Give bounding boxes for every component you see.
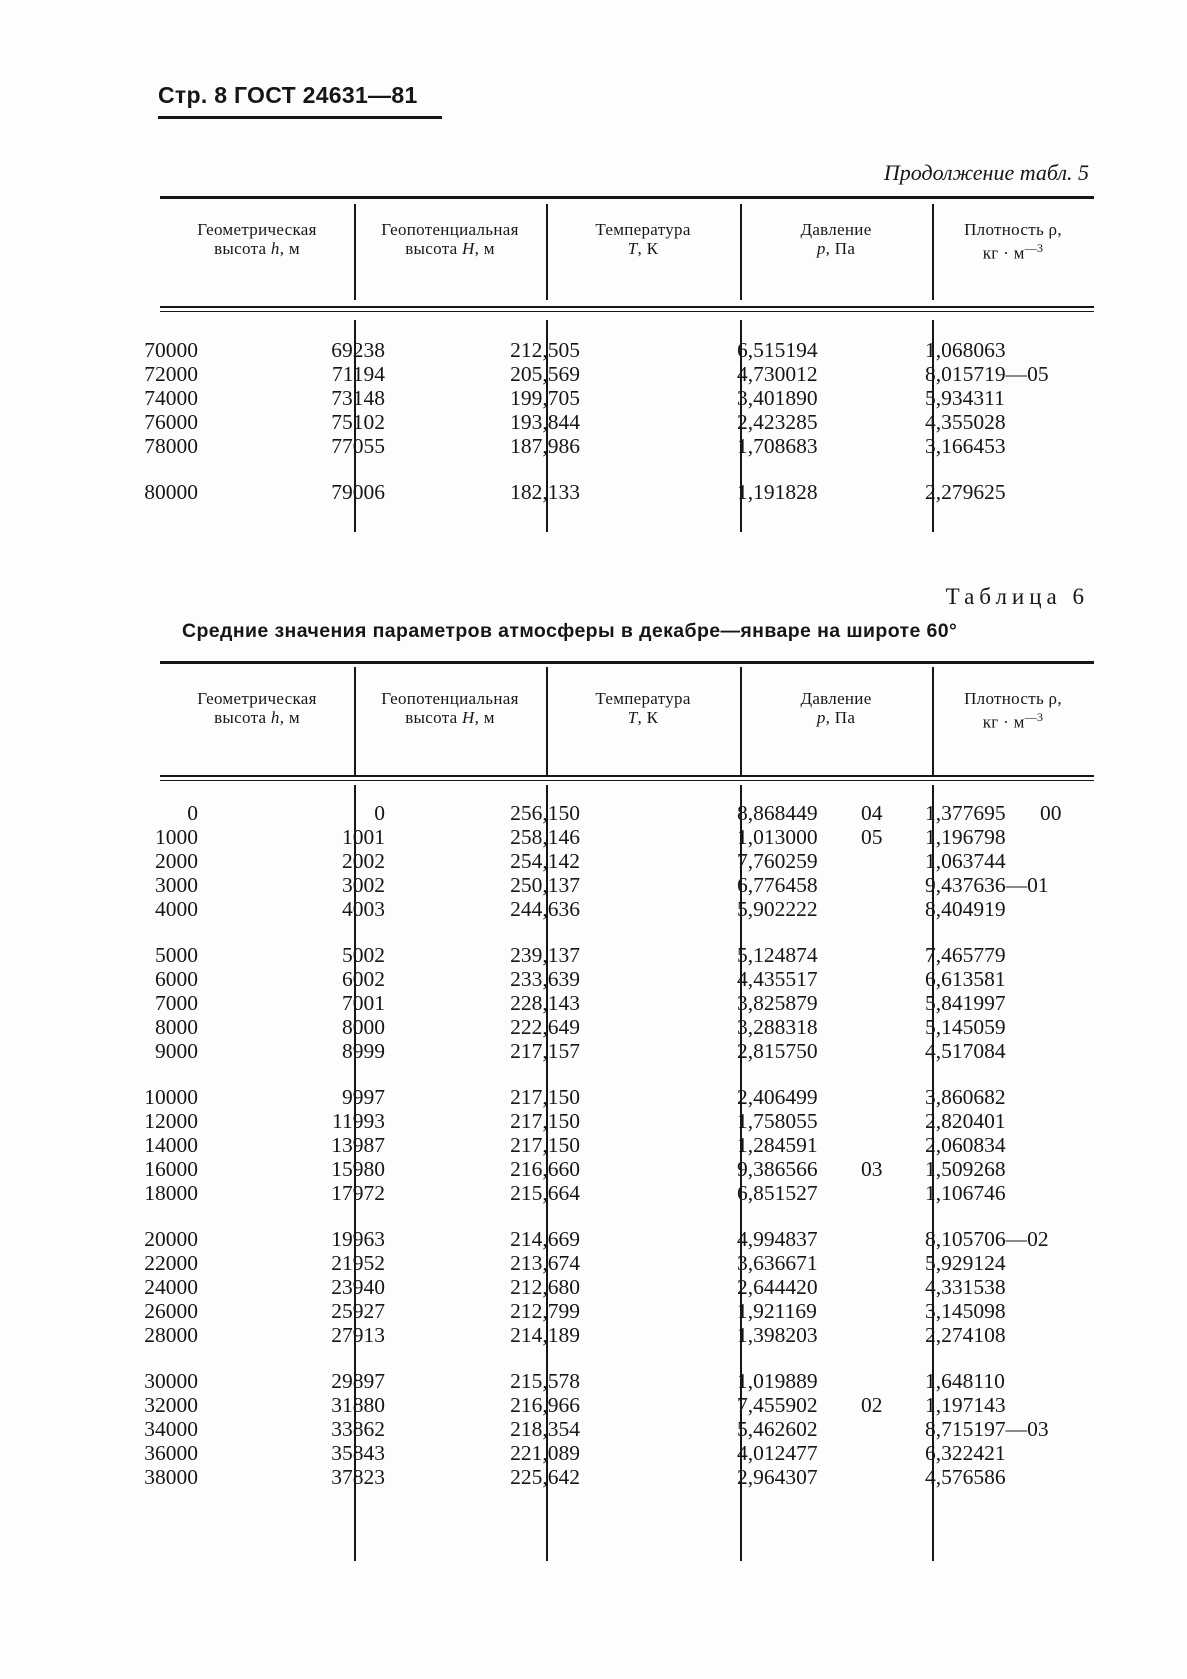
geopotential-height: 75102 <box>331 410 385 434</box>
geopotential-height: 11993 <box>332 1109 385 1133</box>
column-header <box>354 689 546 727</box>
unit-suffix: , К <box>637 239 659 258</box>
geopotential-height: 7001 <box>342 991 385 1015</box>
geometric-height: 3000 <box>155 873 198 897</box>
geometric-height: 76000 <box>144 410 198 434</box>
density: 6,613581 <box>925 967 1006 991</box>
unit-suffix: , Па <box>825 708 856 727</box>
column-header-line: Геопотенциальная <box>381 220 519 239</box>
table-row <box>144 1227 1094 1251</box>
header-separator-rule <box>160 775 1094 781</box>
unit-suffix: , м <box>474 708 495 727</box>
pressure: 2,423285 <box>737 410 818 434</box>
column-header-line: Геометрическая <box>197 689 317 708</box>
temperature: 212,505 <box>510 338 580 362</box>
geopotential-height: 37823 <box>331 1465 385 1489</box>
pressure: 4,730012 <box>737 362 818 386</box>
table-row <box>155 967 1094 991</box>
table-row <box>144 1275 1094 1299</box>
column-header-unit <box>546 708 740 727</box>
temperature: 214,669 <box>510 1227 580 1251</box>
density: 6,322421 <box>925 1441 1006 1465</box>
pressure: 2,815750 <box>737 1039 818 1063</box>
geopotential-height: 25927 <box>331 1299 385 1323</box>
density: 1,509268 <box>925 1157 1006 1181</box>
density-exponent: 00 <box>1040 801 1062 825</box>
density: 2,060834 <box>925 1133 1006 1157</box>
geometric-height: 32000 <box>144 1393 198 1417</box>
geopotential-height: 35843 <box>331 1441 385 1465</box>
column-header-line: Давление <box>800 689 872 708</box>
pressure: 4,435517 <box>737 967 818 991</box>
table-number: Таблица 6 <box>945 584 1089 609</box>
density: 5,145059 <box>925 1015 1006 1039</box>
table-row <box>155 943 1094 967</box>
temperature: 217,150 <box>510 1109 580 1133</box>
pressure: 1,019889 <box>737 1369 818 1393</box>
column-header-line: Геопотенциальная <box>381 689 519 708</box>
pressure: 3,288318 <box>737 1015 818 1039</box>
page-number: Стр. 8 <box>158 82 228 108</box>
geopotential-height: 17972 <box>331 1181 385 1205</box>
pressure: 1,708683 <box>737 434 818 458</box>
density: 8,404919 <box>925 897 1006 921</box>
column-header-unit <box>160 708 354 727</box>
pressure: 3,636671 <box>737 1251 818 1275</box>
geometric-height: 16000 <box>144 1157 198 1181</box>
temperature: 228,143 <box>510 991 580 1015</box>
density: 4,331538 <box>925 1275 1006 1299</box>
density: 2,274108 <box>925 1323 1006 1347</box>
temperature: 215,578 <box>510 1369 580 1393</box>
table-row <box>144 1299 1094 1323</box>
geometric-height: 5000 <box>155 943 198 967</box>
density: 1,197143 <box>925 1393 1006 1417</box>
table-row <box>144 1181 1094 1205</box>
density: 1,648110 <box>925 1369 1005 1393</box>
column-header <box>546 220 740 258</box>
unit-suffix: —3 <box>1024 710 1044 724</box>
geopotential-height: 79006 <box>331 480 385 504</box>
temperature: 254,142 <box>510 849 580 873</box>
pressure: 5,902222 <box>737 897 818 921</box>
temperature: 205,569 <box>510 362 580 386</box>
table-row <box>144 1441 1094 1465</box>
pressure: 7,455902 <box>737 1393 818 1417</box>
standard-code: ГОСТ 24631—81 <box>234 82 418 108</box>
temperature: 187,986 <box>510 434 580 458</box>
table-row <box>144 480 1094 504</box>
unit-symbol: h <box>270 239 280 258</box>
temperature: 217,157 <box>510 1039 580 1063</box>
temperature: 212,799 <box>510 1299 580 1323</box>
table-row <box>144 1085 1094 1109</box>
temperature: 233,639 <box>510 967 580 991</box>
density: 1,196798 <box>925 825 1006 849</box>
column-header-line: Плотность ρ, <box>964 689 1062 708</box>
header-separator-rule <box>160 306 1094 312</box>
pressure: 1,921169 <box>737 1299 817 1323</box>
geometric-height: 7000 <box>155 991 198 1015</box>
column-header-unit <box>546 239 740 258</box>
pressure: 6,515194 <box>737 338 818 362</box>
geometric-height: 22000 <box>144 1251 198 1275</box>
geopotential-height: 29897 <box>331 1369 385 1393</box>
column-header-unit <box>932 708 1094 732</box>
density: 1,068063 <box>925 338 1006 362</box>
pressure: 1,758055 <box>737 1109 818 1133</box>
pressure: 5,124874 <box>737 943 818 967</box>
temperature: 225,642 <box>510 1465 580 1489</box>
density: 3,860682 <box>925 1085 1006 1109</box>
geopotential-height: 23940 <box>331 1275 385 1299</box>
pressure: 2,644420 <box>737 1275 818 1299</box>
table-row <box>144 362 1094 386</box>
pressure: 2,406499 <box>737 1085 818 1109</box>
column-header <box>740 220 932 258</box>
density: 2,279625 <box>925 480 1006 504</box>
pressure: 1,191828 <box>737 480 818 504</box>
unit-symbol: h <box>270 708 280 727</box>
temperature: 239,137 <box>510 943 580 967</box>
geometric-height: 9000 <box>155 1039 198 1063</box>
temperature: 218,354 <box>510 1417 580 1441</box>
table-row <box>155 991 1094 1015</box>
unit-symbol: p <box>816 708 826 727</box>
geometric-height: 70000 <box>144 338 198 362</box>
column-header <box>160 220 354 258</box>
density: 5,929124 <box>925 1251 1006 1275</box>
temperature: 217,150 <box>510 1133 580 1157</box>
pressure: 9,386566 <box>737 1157 818 1181</box>
unit-symbol: T <box>627 708 638 727</box>
geometric-height: 80000 <box>144 480 198 504</box>
column-header-line: Давление <box>800 220 872 239</box>
pressure: 3,825879 <box>737 991 818 1015</box>
geopotential-height: 6002 <box>342 967 385 991</box>
geometric-height: 4000 <box>155 897 198 921</box>
geopotential-height: 31880 <box>331 1393 385 1417</box>
pressure-exponent: 03 <box>861 1157 883 1181</box>
density: 8,715197—03 <box>925 1417 1049 1441</box>
unit-suffix: , К <box>637 708 659 727</box>
density: 5,841997 <box>925 991 1006 1015</box>
table-body <box>144 801 1094 1489</box>
column-header-unit <box>740 239 932 258</box>
temperature: 182,133 <box>510 480 580 504</box>
unit-prefix: высота <box>405 708 463 727</box>
density: 9,437636—01 <box>925 873 1049 897</box>
table-top-rule <box>160 196 1094 199</box>
column-header <box>354 220 546 258</box>
temperature: 199,705 <box>510 386 580 410</box>
table-row <box>144 1157 1094 1181</box>
temperature: 217,150 <box>510 1085 580 1109</box>
table-row <box>144 1393 1094 1417</box>
pressure: 4,012477 <box>737 1441 818 1465</box>
geopotential-height: 2002 <box>342 849 385 873</box>
column-header-unit <box>160 239 354 258</box>
geometric-height: 28000 <box>144 1323 198 1347</box>
column-header-unit <box>740 708 932 727</box>
table-row <box>155 1039 1094 1063</box>
temperature: 256,150 <box>510 801 580 825</box>
temperature: 244,636 <box>510 897 580 921</box>
pressure: 7,760259 <box>737 849 818 873</box>
unit-symbol: p <box>816 239 826 258</box>
unit-prefix: кг · м <box>982 243 1025 263</box>
geometric-height: 12000 <box>144 1109 198 1133</box>
pressure: 8,868449 <box>737 801 818 825</box>
unit-suffix: , Па <box>825 239 856 258</box>
pressure: 6,776458 <box>737 873 818 897</box>
pressure: 6,851527 <box>737 1181 818 1205</box>
table-row <box>155 873 1094 897</box>
geometric-height: 10000 <box>144 1085 198 1109</box>
geopotential-height: 21952 <box>331 1251 385 1275</box>
geopotential-height: 27913 <box>331 1323 385 1347</box>
column-header <box>160 689 354 727</box>
unit-prefix: высота <box>214 708 271 727</box>
geopotential-height: 73148 <box>331 386 385 410</box>
temperature: 258,146 <box>510 825 580 849</box>
table-row <box>160 801 1094 825</box>
unit-symbol: H <box>462 239 475 258</box>
pressure: 1,284591 <box>737 1133 818 1157</box>
continuation-label: Продолжение табл. 5 <box>883 160 1089 185</box>
density: 3,166453 <box>925 434 1006 458</box>
pressure: 1,398203 <box>737 1323 818 1347</box>
pressure-exponent: 02 <box>861 1393 883 1417</box>
temperature: 214,189 <box>510 1323 580 1347</box>
geopotential-height: 69238 <box>331 338 385 362</box>
column-header-line: Геометрическая <box>197 220 317 239</box>
table-row <box>144 338 1094 362</box>
column-header-line: Плотность ρ, <box>964 220 1062 239</box>
geometric-height: 30000 <box>144 1369 198 1393</box>
geometric-height: 1000 <box>155 825 198 849</box>
geopotential-height: 33862 <box>331 1417 385 1441</box>
pressure-exponent: 05 <box>861 825 883 849</box>
density: 5,934311 <box>925 386 1005 410</box>
temperature: 213,674 <box>510 1251 580 1275</box>
table-row <box>155 849 1094 873</box>
unit-symbol: H <box>462 708 475 727</box>
temperature: 216,966 <box>510 1393 580 1417</box>
column-header-unit <box>354 708 546 727</box>
geometric-height: 38000 <box>144 1465 198 1489</box>
column-header-line: Температура <box>595 220 691 239</box>
density: 1,063744 <box>925 849 1006 873</box>
geometric-height: 34000 <box>144 1417 198 1441</box>
geometric-height: 0 <box>187 801 198 825</box>
table-body <box>144 338 1094 504</box>
unit-prefix: высота <box>214 239 271 258</box>
geometric-height: 78000 <box>144 434 198 458</box>
density: 4,355028 <box>925 410 1006 434</box>
table-5 <box>144 196 1094 532</box>
geopotential-height: 13987 <box>331 1133 385 1157</box>
table-row <box>144 1323 1094 1347</box>
column-header <box>740 689 932 727</box>
table-row <box>144 1109 1094 1133</box>
density: 4,576586 <box>925 1465 1006 1489</box>
table-row <box>144 1251 1094 1275</box>
table-row <box>144 1417 1094 1441</box>
pressure-exponent: 04 <box>861 801 883 825</box>
geopotential-height: 4003 <box>342 897 385 921</box>
geometric-height: 8000 <box>155 1015 198 1039</box>
table-row <box>144 1369 1094 1393</box>
table-top-rule <box>160 661 1094 664</box>
temperature: 250,137 <box>510 873 580 897</box>
table-row <box>144 1133 1094 1157</box>
geometric-height: 20000 <box>144 1227 198 1251</box>
column-header-unit <box>354 239 546 258</box>
unit-symbol: T <box>627 239 638 258</box>
geometric-height: 36000 <box>144 1441 198 1465</box>
density: 7,465779 <box>925 943 1006 967</box>
temperature: 212,680 <box>510 1275 580 1299</box>
density: 4,517084 <box>925 1039 1006 1063</box>
density: 8,105706—02 <box>925 1227 1049 1251</box>
column-header <box>932 689 1094 732</box>
pressure: 5,462602 <box>737 1417 818 1441</box>
table-row <box>155 825 1094 849</box>
density: 8,015719—05 <box>925 362 1049 386</box>
geopotential-height: 77055 <box>331 434 385 458</box>
geopotential-height: 5002 <box>342 943 385 967</box>
unit-suffix: —3 <box>1024 241 1044 255</box>
column-header-line: Температура <box>595 689 691 708</box>
geopotential-height: 15980 <box>331 1157 385 1181</box>
table-row <box>155 897 1094 921</box>
density: 3,145098 <box>925 1299 1006 1323</box>
table-row <box>144 434 1094 458</box>
page-header <box>158 82 418 109</box>
table-title: Средние значения параметров атмосферы в декабре—январе на широте 60° <box>182 620 958 642</box>
temperature: 222,649 <box>510 1015 580 1039</box>
pressure: 1,013000 <box>737 825 818 849</box>
table-row <box>155 1015 1094 1039</box>
temperature: 216,660 <box>510 1157 580 1181</box>
geometric-height: 72000 <box>144 362 198 386</box>
column-header <box>546 689 740 727</box>
table-row <box>144 386 1094 410</box>
temperature: 193,844 <box>510 410 580 434</box>
geopotential-height: 8000 <box>342 1015 385 1039</box>
unit-prefix: высота <box>405 239 463 258</box>
geopotential-height: 9997 <box>342 1085 385 1109</box>
geometric-height: 6000 <box>155 967 198 991</box>
table-row <box>144 1465 1094 1489</box>
pressure: 4,994837 <box>737 1227 818 1251</box>
unit-prefix: кг · м <box>982 712 1025 732</box>
unit-suffix: , м <box>474 239 495 258</box>
column-header <box>932 220 1094 263</box>
geopotential-height: 3002 <box>342 873 385 897</box>
density: 1,106746 <box>925 1181 1006 1205</box>
pressure: 3,401890 <box>737 386 818 410</box>
geometric-height: 74000 <box>144 386 198 410</box>
unit-suffix: , м <box>279 239 300 258</box>
temperature: 221,089 <box>510 1441 580 1465</box>
geopotential-height: 8999 <box>342 1039 385 1063</box>
geometric-height: 24000 <box>144 1275 198 1299</box>
density: 1,377695 <box>925 801 1006 825</box>
geopotential-height: 19963 <box>331 1227 385 1251</box>
geometric-height: 14000 <box>144 1133 198 1157</box>
temperature: 215,664 <box>510 1181 580 1205</box>
geopotential-height: 0 <box>374 801 385 825</box>
unit-suffix: , м <box>279 708 300 727</box>
geopotential-height: 71194 <box>332 362 385 386</box>
geometric-height: 18000 <box>144 1181 198 1205</box>
pressure: 2,964307 <box>737 1465 818 1489</box>
geometric-height: 2000 <box>155 849 198 873</box>
geometric-height: 26000 <box>144 1299 198 1323</box>
geopotential-height: 1001 <box>342 825 385 849</box>
header-rule <box>158 116 442 119</box>
density: 2,820401 <box>925 1109 1006 1133</box>
column-header-unit <box>932 239 1094 263</box>
table-row <box>144 410 1094 434</box>
table-6 <box>144 661 1094 1561</box>
